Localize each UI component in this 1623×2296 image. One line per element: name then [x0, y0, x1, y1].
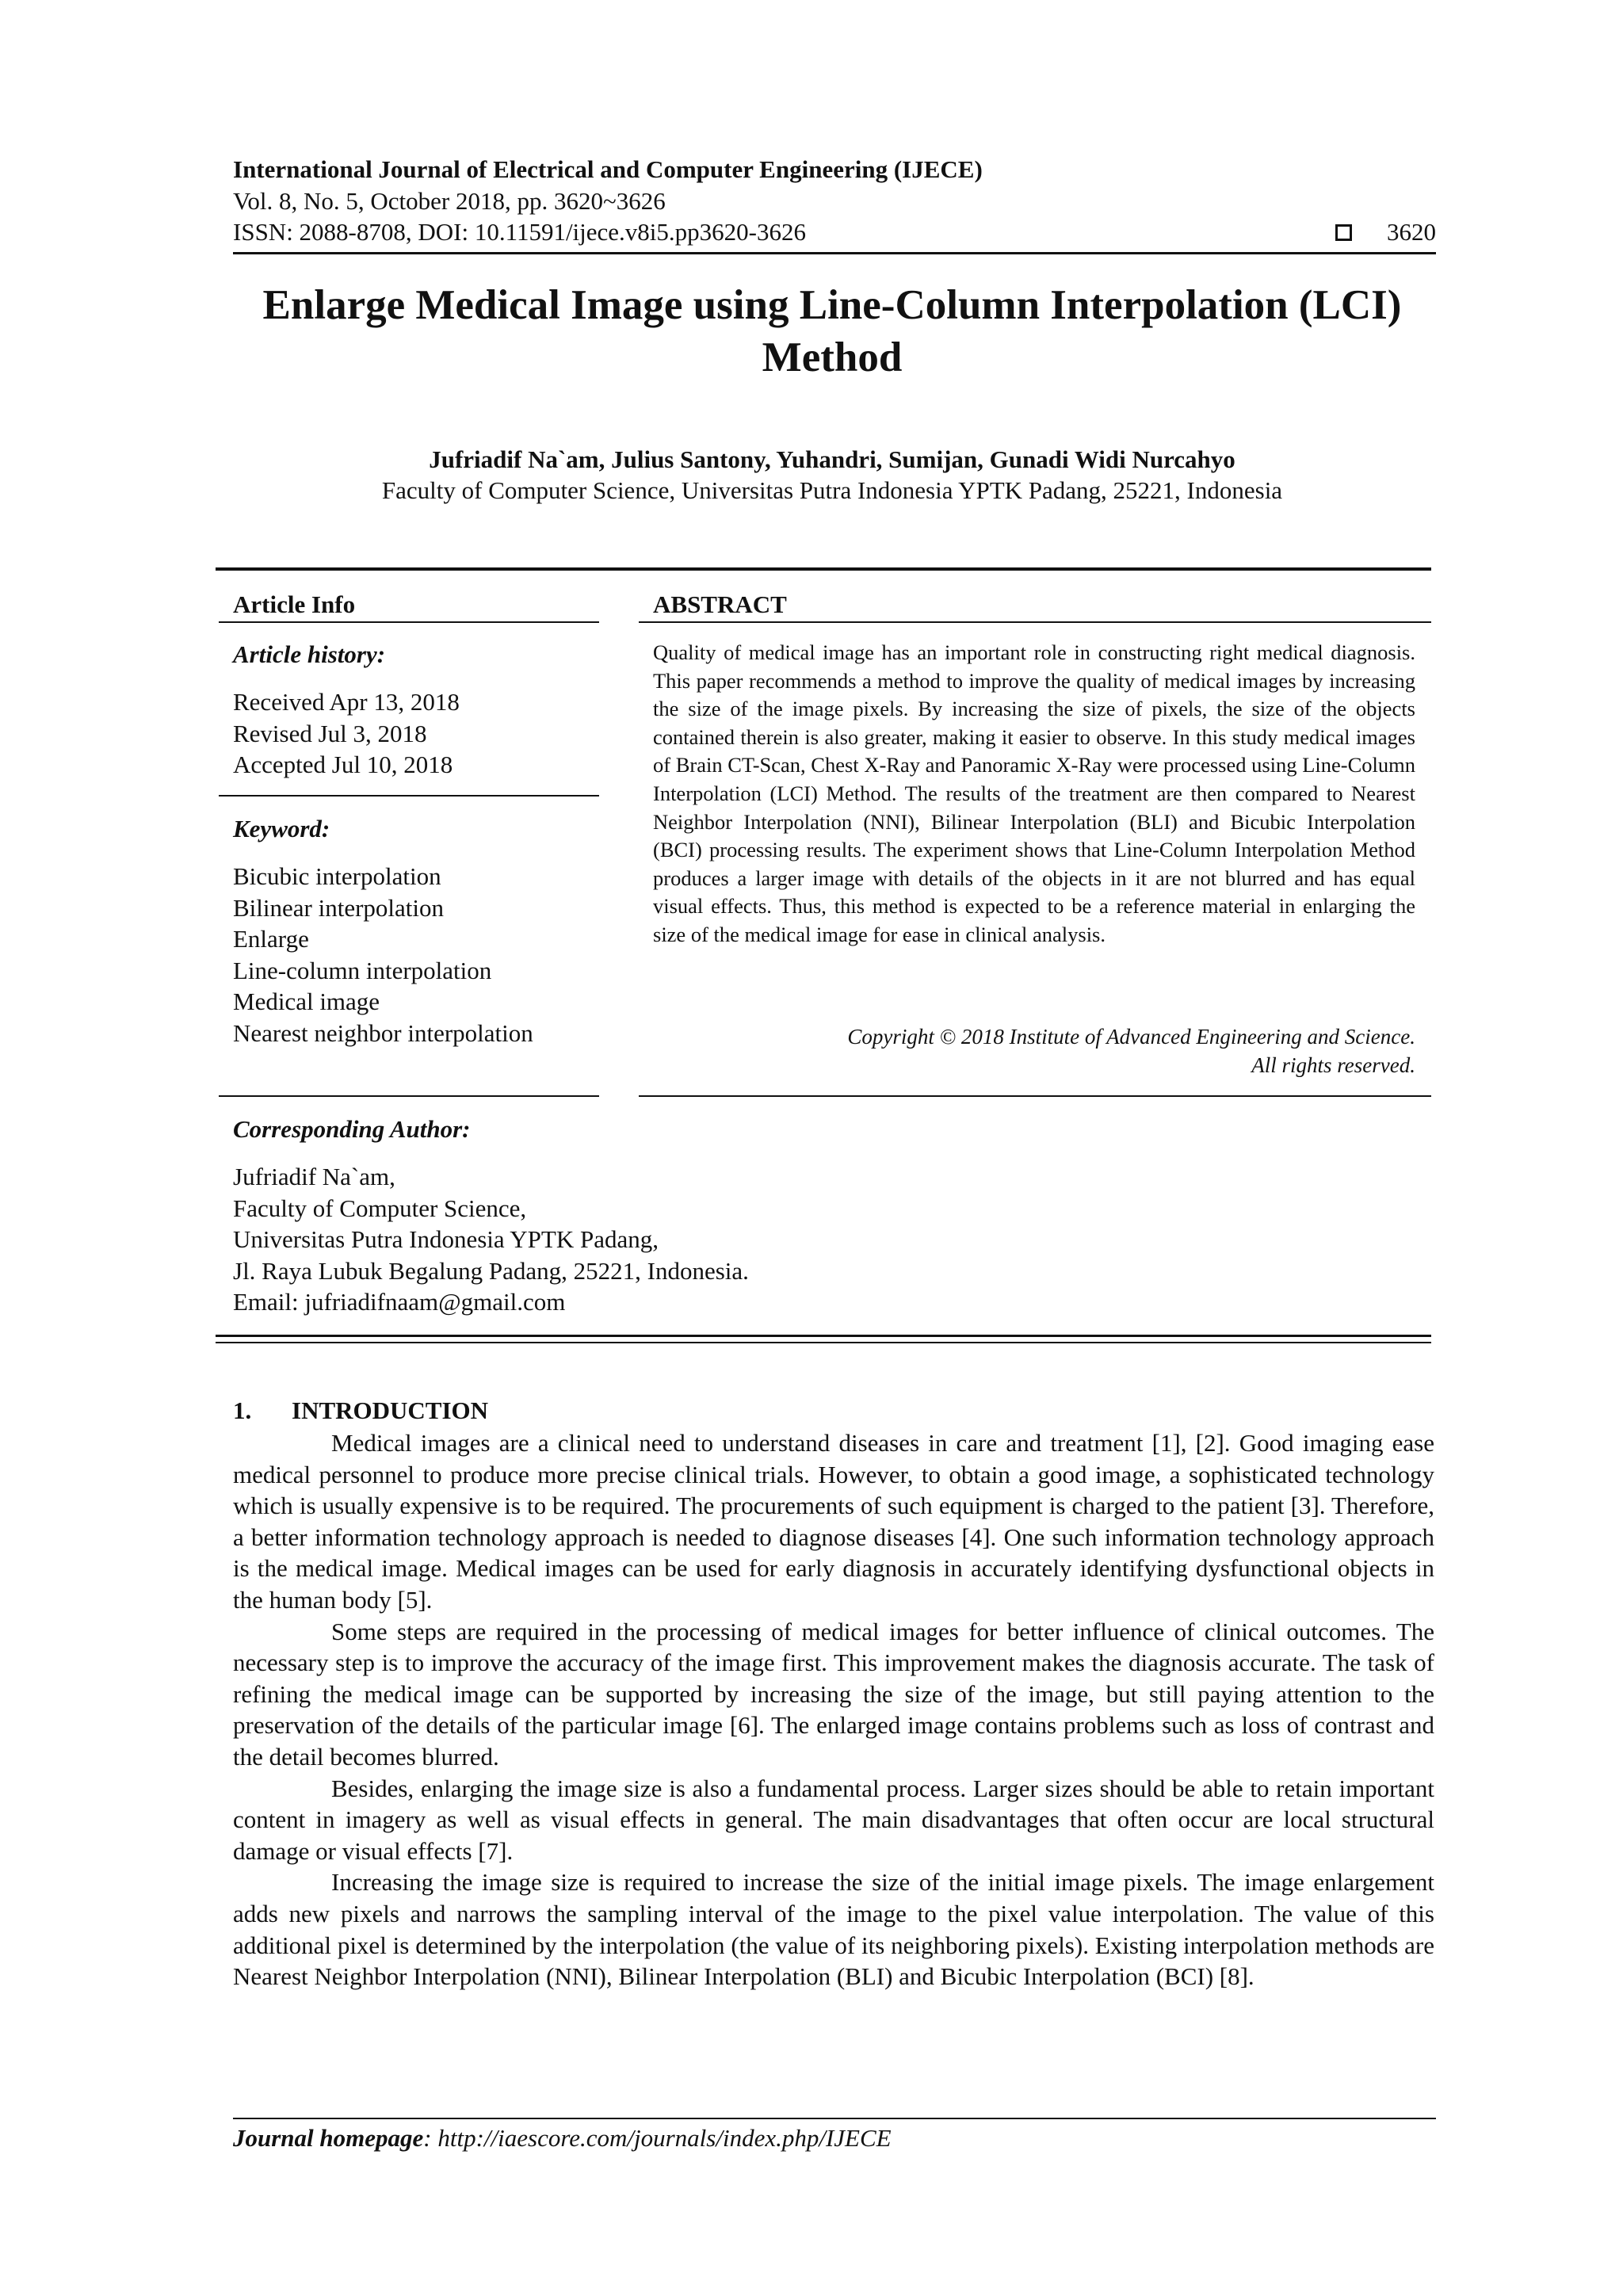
corresponding-author-label: Corresponding Author: [233, 1115, 471, 1143]
corresponding-university: Universitas Putra Indonesia YPTK Padang, [233, 1225, 659, 1253]
header-page-info [1335, 218, 1436, 246]
abstract-heading: ABSTRACT [653, 590, 787, 618]
corresponding-faculty: Faculty of Computer Science, [233, 1194, 527, 1222]
abstract-text: Quality of medical image has an important role in constructing right medical diagnosis. This paper recommends a method to improve the quality of medical images by increasing the size of the image pixels. By increasing the size of pixels, the size of the objects contained therein is also greater, making it easier to observe. In this study medical images of Brain CT-Scan, Chest X-Ray and Panoramic X-Ray were processed using Line-Column Interpolation (LCI) Method. The results of the treatment are then compared to Nearest Neighbor Interpolation (NNI), Bilinear Interpolation (BLI) and Bicubic Interpolation (BCI) processing results. The experiment shows that Line-Column Interpolation Method produces a larger image with details of the objects in it are not blurred and has equal visual effects. Thus, this method is expected to be a reference material in enlarging the size of the medical image for ease in clinical analysis. [653, 640, 1415, 946]
author-list: Jufriadif Na`am, Julius Santony, Yuhandri, Sumijan, Gunadi Widi Nurcahyo [429, 445, 1235, 473]
info-top-divider [216, 567, 1431, 571]
history-accepted: Accepted Jul 10, 2018 [233, 751, 453, 778]
keyword-item: Bilinear interpolation [233, 893, 445, 922]
section-title: INTRODUCTION [292, 1396, 489, 1424]
title-line-2: Method [762, 334, 903, 380]
corresponding-name: Jufriadif Na`am, [233, 1163, 395, 1190]
journal-homepage-footer [233, 2124, 892, 2153]
paragraph: Medical images are a clinical need to understand diseases in care and treatment [1], [2]. Good imaging ease medical personnel to produce more precise clinical trials. However, to obtain a good image, a sophisticated technology which is usually expensive is to be required. The procurements of such equipment is charged to the patient [3]. Therefore, a better information technology approach is needed to diagnose diseases [4]. One such information technology approach is the medical image. Medical images can be used for early diagnosis in accurately identifying dysfunctional objects in the human body [5]. [233, 1429, 1434, 1614]
article-history-label: Article history: [233, 640, 386, 668]
title-line-1: Enlarge Medical Image using Line-Column Interpolation (LCI) [262, 282, 1402, 328]
copyright-line-1: Copyright © 2018 Institute of Advanced Engineering and Science. [847, 1025, 1415, 1049]
journal-volume: Vol. 8, No. 5, October 2018, pp. 3620~3626 [233, 187, 666, 215]
abstract-bottom-divider [639, 1095, 1431, 1097]
keyword-item: Enlarge [233, 925, 309, 953]
section-heading-introduction [233, 1396, 488, 1425]
copyright-notice [847, 1022, 1415, 1079]
copyright-line-2: All rights reserved. [1251, 1053, 1415, 1077]
footer-label: Journal homepage [233, 2124, 424, 2152]
paragraph: Increasing the image size is required to increase the size of the initial image pixels. The image enlargement adds new pixels and narrows the sampling interval of the image to the pixel value interpolation. The value of this additional pixel is determined by the interpolation (the value of its neighboring pixels). Existing interpolation methods are Nearest Neighbor Interpolation (NNI), Bilinear Interpolation (BLI) and Bicubic Interpolation (BCI) [8]. [233, 1868, 1434, 1991]
history-revised: Revised Jul 3, 2018 [233, 719, 427, 747]
keyword-item: Line-column interpolation [233, 956, 492, 984]
corresponding-email: Email: jufriadifnaam@gmail.com [233, 1288, 566, 1316]
page-number: 3620 [1387, 218, 1436, 246]
keywords-bottom-divider [219, 1095, 599, 1097]
square-box-icon [1335, 224, 1352, 241]
section-number: 1. [233, 1396, 252, 1424]
info-bottom-divider [216, 1335, 1431, 1343]
article-info-heading-divider [219, 621, 599, 623]
keyword-item: Medical image [233, 988, 380, 1015]
journal-name: International Journal of Electrical and Computer Engineering (IJECE) [233, 155, 983, 183]
footer-url[interactable]: : http://iaescore.com/journals/index.php/IJECE [423, 2124, 892, 2152]
header-divider [233, 252, 1436, 254]
affiliation: Faculty of Computer Science, Universitas Putra Indonesia YPTK Padang, 25221, Indonesia [381, 476, 1283, 504]
article-info-heading: Article Info [233, 590, 356, 618]
journal-issn-doi: ISSN: 2088-8708, DOI: 10.11591/ijece.v8i5.pp3620-3626 [233, 218, 806, 246]
introduction-body [233, 1427, 1434, 1992]
paragraph: Some steps are required in the processing of medical images for better influence of clinical outcomes. The necessary step is to improve the accuracy of the image first. This improvement makes the diagnosis accurate. The task of refining the medical image can be supported by increasing the size of the image, but still paying attention to the preservation of the details of the particular image [6]. The enlarged image contains problems such as loss of contrast and the detail becomes blurred. [233, 1617, 1434, 1771]
history-received: Received Apr 13, 2018 [233, 688, 460, 716]
article-history-list [233, 686, 460, 781]
footer-divider [233, 2118, 1436, 2119]
keyword-item: Bicubic interpolation [233, 862, 441, 890]
keyword-label: Keyword: [233, 815, 330, 842]
keyword-item: Nearest neighbor interpolation [233, 1018, 533, 1047]
history-divider [219, 795, 599, 797]
keyword-list [233, 861, 533, 1049]
corresponding-address: Jl. Raya Lubuk Begalung Padang, 25221, Indonesia. [233, 1256, 749, 1285]
abstract-heading-divider [639, 621, 1431, 623]
paper-title [206, 279, 1458, 384]
paragraph: Besides, enlarging the image size is also a fundamental process. Larger sizes should be able to retain important content in imagery as well as visual effects in general. The main disadvantages that often occur are local structural damage or visual effects [7]. [233, 1774, 1434, 1865]
corresponding-author-details [233, 1161, 749, 1318]
